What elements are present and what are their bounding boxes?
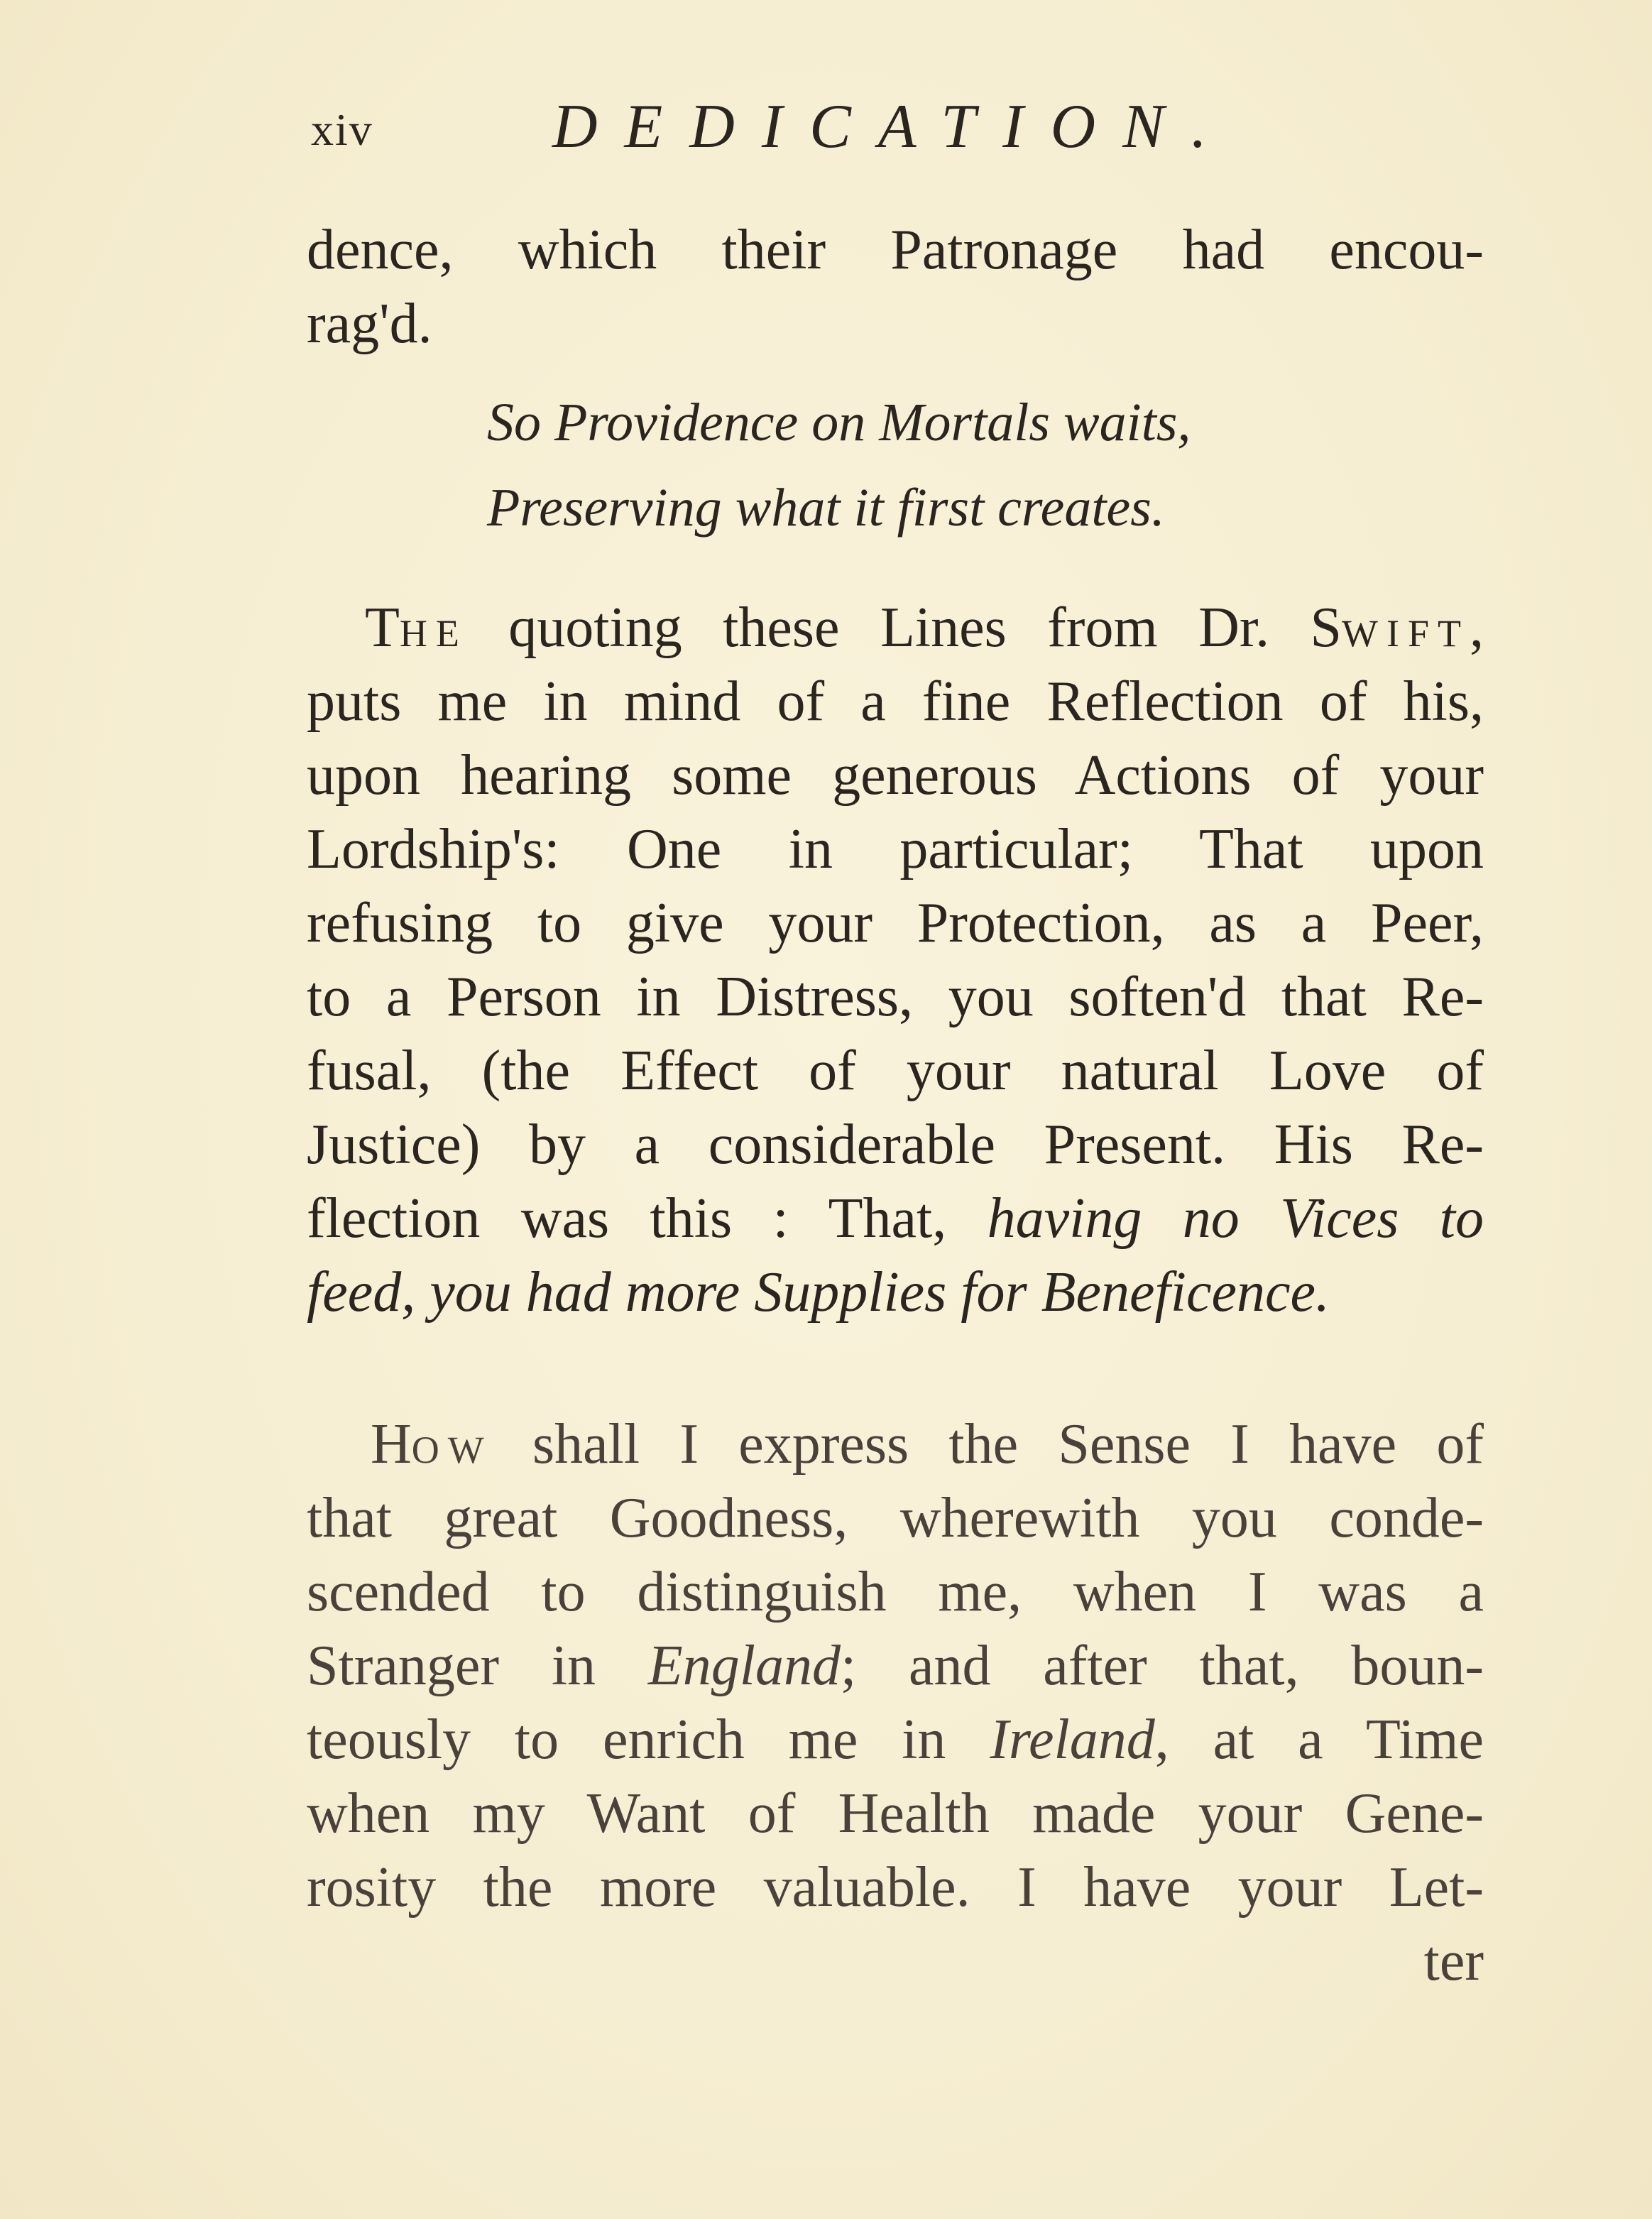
name-initial: S: [1310, 596, 1342, 659]
verse-quotation: [487, 380, 1191, 550]
text-line: [307, 1407, 1484, 1481]
name-smallcaps: WIFT: [1342, 612, 1470, 655]
line-text: quoting these Lines from Dr.: [508, 596, 1270, 659]
text-line: puts me in mind of a fine Reflection of his,: [307, 670, 1484, 733]
lead-smallcaps: OW: [411, 1429, 493, 1471]
text-line: refusing to give your Protection, as a Peer,: [307, 892, 1484, 954]
text-line: scended to distinguish me, when I was a: [307, 1561, 1484, 1623]
verse-line: Preserving what it first creates.: [487, 478, 1165, 538]
text-line: [307, 1182, 1484, 1255]
running-head: DEDICATION.: [552, 92, 1234, 161]
text-line: to a Person in Distress, you soften'd that Re-: [307, 966, 1484, 1028]
lead-initial: T: [365, 596, 400, 659]
text-line: dence, which their Patronage had encou-: [307, 219, 1484, 281]
page-header: [311, 91, 1475, 169]
text-line: rosity the more valuable. I have your Let-: [307, 1856, 1484, 1919]
paragraph-gratitude: [307, 1407, 1484, 1998]
text-line: upon hearing some generous Actions of your: [307, 744, 1484, 807]
verse-line: So Providence on Mortals waits,: [487, 393, 1191, 452]
text-line: [307, 591, 1484, 665]
italic-text: having no Vices to: [987, 1187, 1484, 1250]
line-text: , at a Time: [1154, 1708, 1484, 1771]
line-text: teously to enrich me in: [307, 1708, 946, 1771]
paragraph-swift: [307, 591, 1484, 1329]
line-text: shall I express the Sense I have of: [532, 1413, 1484, 1476]
paragraph-continuation: [307, 213, 1484, 361]
text-line: rag'd.: [307, 293, 432, 355]
lead-initial: H: [371, 1413, 412, 1476]
text-line: [307, 1703, 1484, 1777]
text-line: that great Goodness, wherewith you conde-: [307, 1487, 1484, 1549]
text-line: fusal, (the Effect of your natural Love of: [307, 1040, 1484, 1102]
line-text: flection was this : That,: [307, 1187, 947, 1250]
catchword: ter: [1423, 1930, 1484, 1992]
lead-smallcaps: HE: [399, 612, 468, 655]
italic-text: England: [647, 1635, 841, 1697]
text-line: when my Want of Health made your Gene-: [307, 1782, 1484, 1845]
text-line: [307, 1629, 1484, 1703]
page-number: xiv: [311, 104, 373, 155]
text-line: Lordship's: One in particular; That upon: [307, 818, 1484, 880]
italic-text: Ireland: [990, 1708, 1155, 1771]
line-text: ; and after that, boun-: [840, 1635, 1484, 1697]
line-punctuation: ,: [1470, 596, 1484, 659]
text-line: [307, 1255, 1484, 1329]
line-text: Stranger in: [307, 1635, 596, 1697]
italic-text: feed, you had more Supplies for Beneficence.: [307, 1261, 1330, 1324]
text-line: Justice) by a considerable Present. His Re-: [307, 1113, 1484, 1176]
